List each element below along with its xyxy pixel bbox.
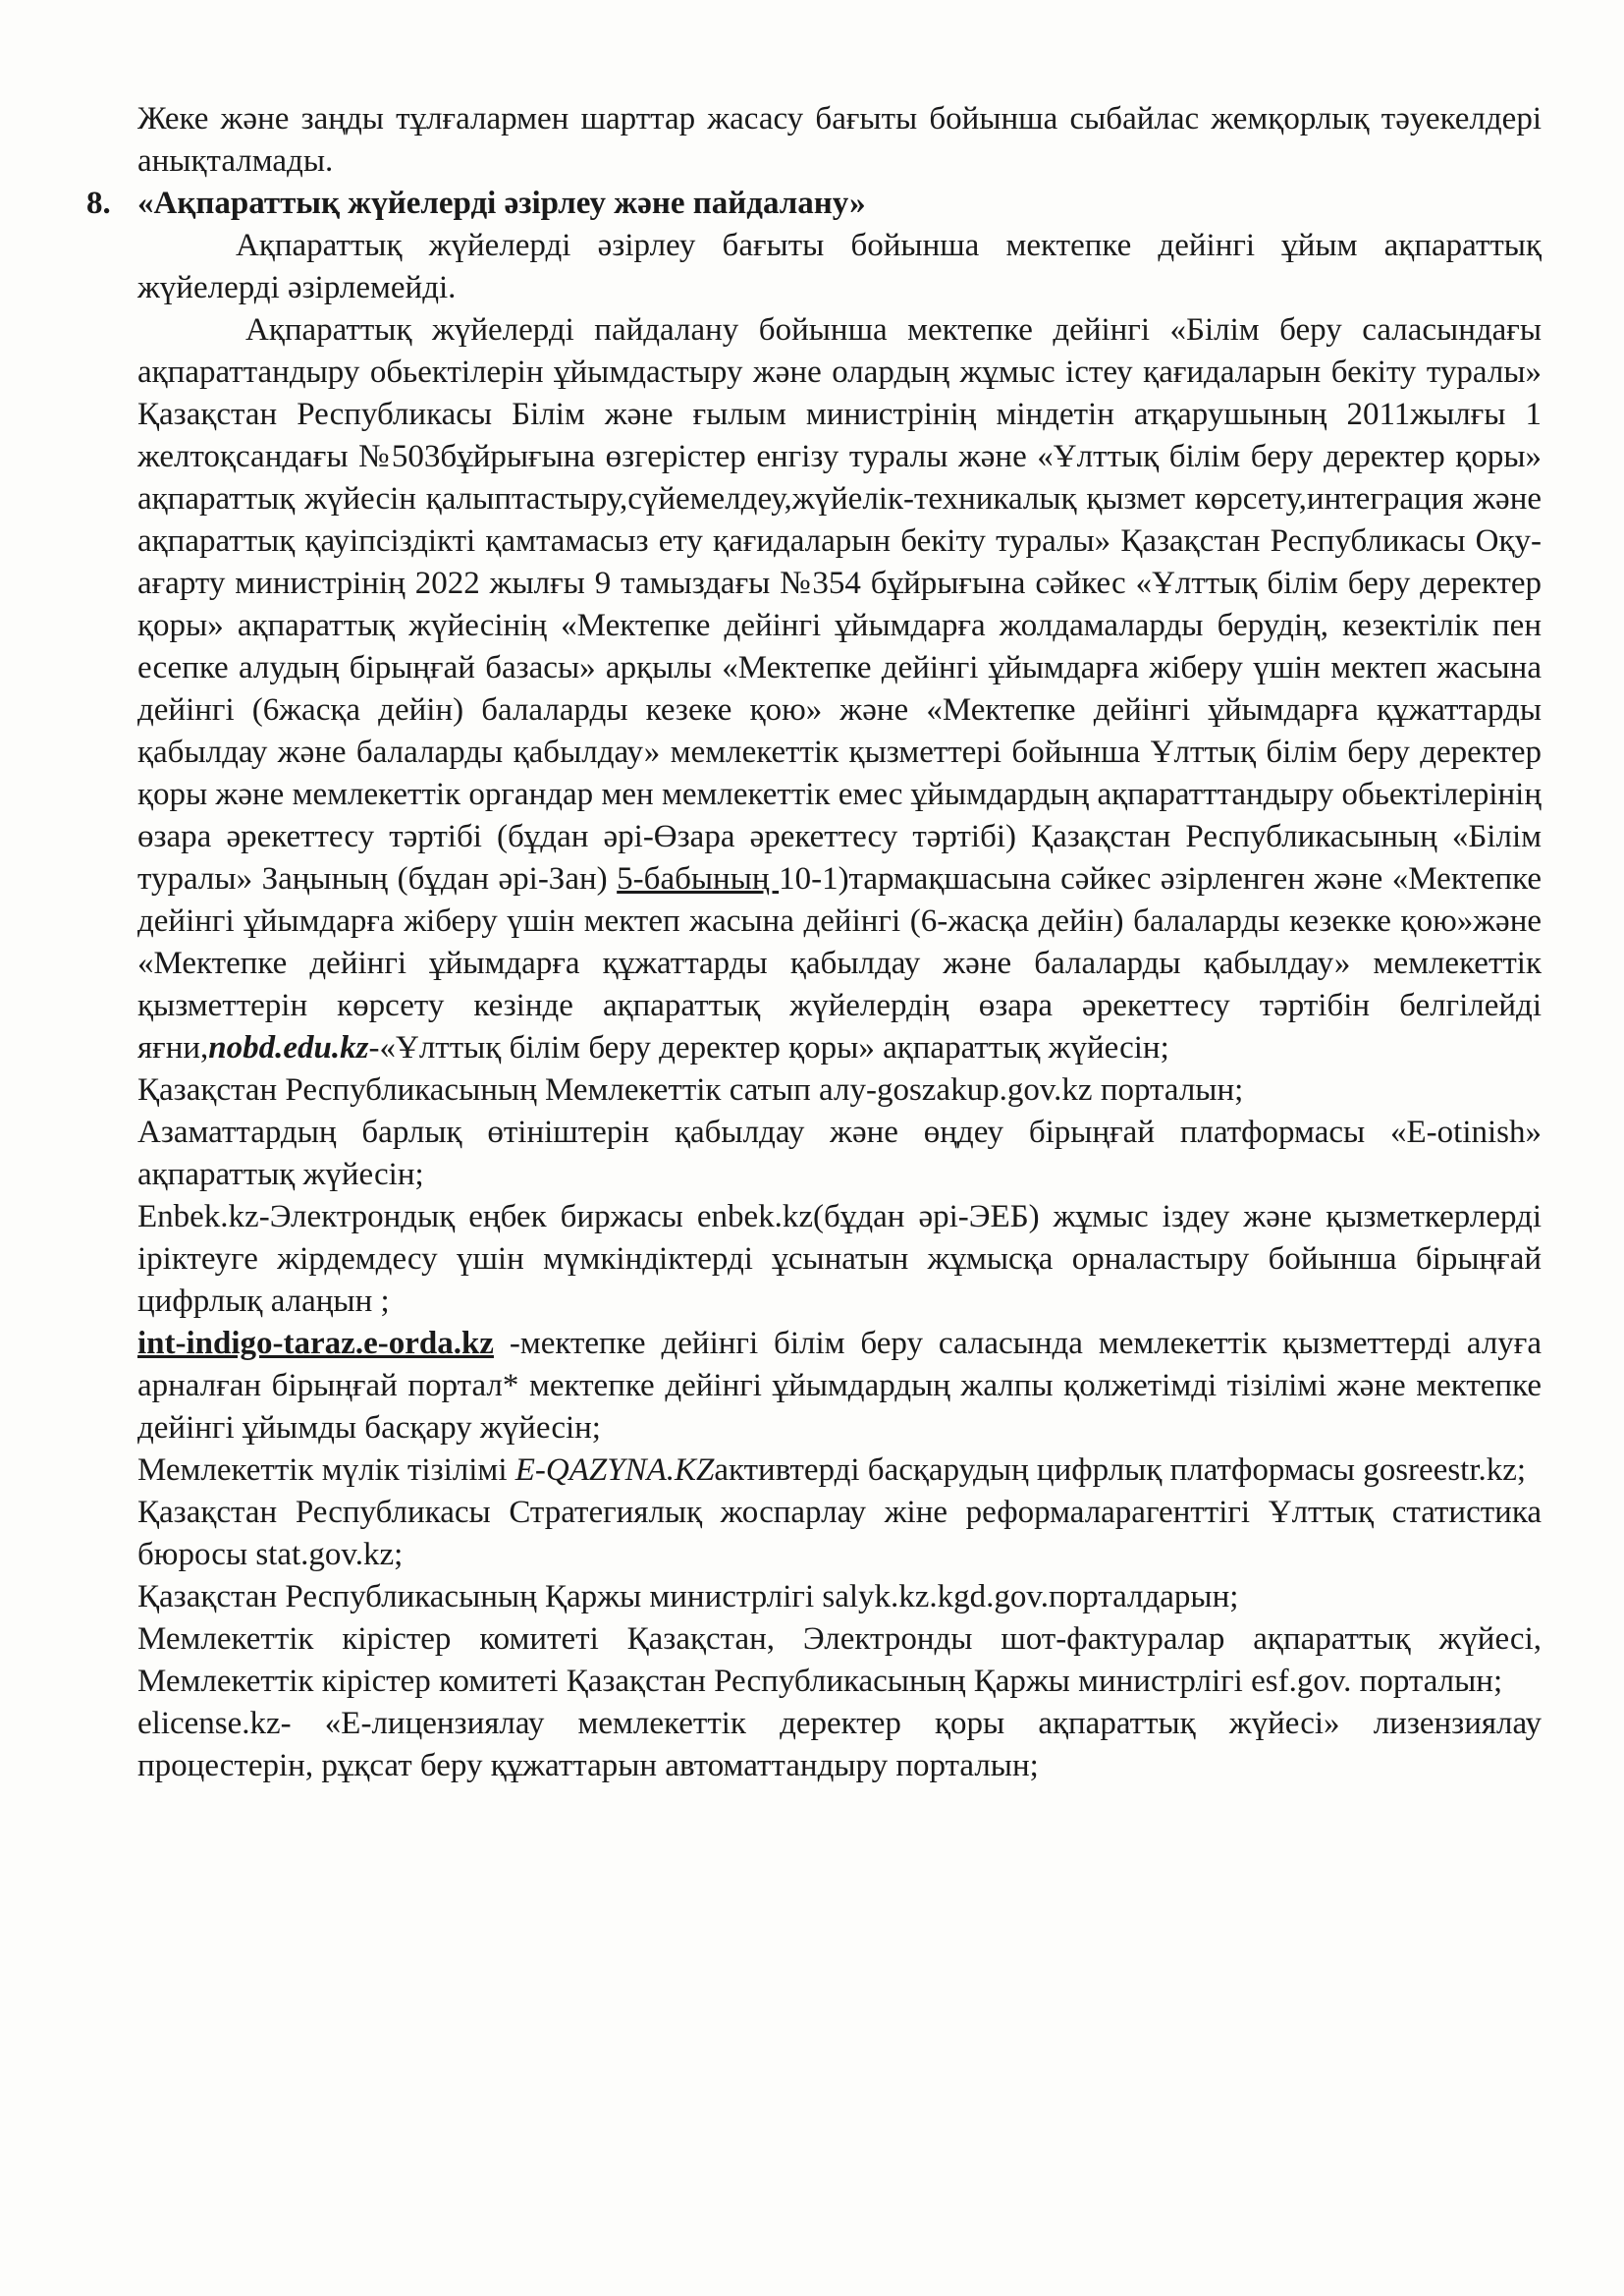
- intro-paragraph: Жеке және заңды тұлғалармен шарттар жасасу бағыты бойынша сыбайлас жемқорлық тәуекелдері анықталмады.: [137, 101, 1542, 179]
- list-item-stat: Қазақстан Республикасы Стратегиялық жоспарлау жіне реформаларагенттігі Ұлттық статистика бюросы stat.gov.kz;: [137, 1495, 1542, 1572]
- section-heading: [86, 183, 1542, 225]
- list-item-salyk: Қазақстан Республикасының Қаржы министрлігі salyk.kz.kgd.gov.порталдарын;: [137, 1579, 1239, 1614]
- list-item-enbek: Enbek.kz-Электрондық еңбек биржасы enbek.kz(бұдан әрі-ЭЕБ) жұмыс іздеу және қызметкерлерді іріктеуге жірдемдесу үшін мүмкіндіктерді ұсынатын жұмысқа орналастыру бойынша бірыңғай цифрлық алаңын ;: [137, 1199, 1542, 1319]
- indigo-portal-link[interactable]: int-indigo-taraz.e-orda.kz: [137, 1326, 494, 1361]
- list-item-goszakup: Қазақстан Республикасының Мемлекеттік сатып алу-goszakup.gov.kz порталын;: [137, 1072, 1244, 1108]
- qazyna-part2: активтерді басқарудың цифрлық платформасы gosreestr.kz;: [714, 1452, 1527, 1488]
- law-article-link[interactable]: 5-бабының: [617, 861, 780, 897]
- section-title: «Ақпараттық жүйелерді әзірлеу және пайдалану»: [137, 186, 866, 221]
- paragraph-usage-part1: Ақпараттық жүйелерді пайдалану бойынша мектепке дейінгі «Білім беру саласындағы ақпараттандыру обьектілерін ұйымдастыру және олардың жұмыс істеу қағидаларын бекіту туралы» Қазақстан Республикасы Білім және ғылым министрінің міндетін атқарушының 2011жылғы 1 желтоқсандағы №503бұйрығына өзгерістер енгізу туралы және «Ұлттық білім беру деректер қоры» ақпараттық жүйесін қалыптастыру,сүйемелдеу,жүйелік-техникалық қызмет көрсету,интеграция және ақпараттық қауіпсіздікті қамтамасыз ету қағидаларын бекіту туралы» Қазақстан Республикасы Оқу-ағарту министрінің 2022 жылғы 9 тамыздағы №354 бұйрығына сәйкес «Ұлттық білім беру деректер қоры» ақпараттық жүйесінің «Мектепке дейінгі ұйымдарға жолдамаларды берудің, кезектілік пен есепке алудың бірыңғай базасы» арқылы «Мектепке дейінгі ұйымдарға жіберу үшін мектеп жасына дейінгі (6жасқа дейін) балаларды кезеке қою» және «Мектепке дейінгі ұйымдарға құжаттарды қабылдау және балаларды қабылдау» мемлекеттік қызметтері бойынша Ұлттық білім беру деректер қоры және мемлекеттік органдар мен мемлекеттік емес ұйымдардың ақпаратттандыру обьектілерінің өзара әрекеттесу тәртібі (бұдан әрі-Өзара әрекеттесу тәртібі) Қазақстан Республикасының «Білім туралы» Заңының (бұдан әрі-Зан): [137, 312, 1542, 897]
- list-item-indigo: [137, 1323, 1542, 1449]
- paragraph-usage-part3: -«Ұлттық білім беру деректер қоры» ақпараттық жүйесін;: [368, 1030, 1169, 1066]
- list-item-esf: Мемлекеттік кірістер комитеті Қазақстан, Электронды шот-фактуралар ақпараттық жүйесі, Мемлекеттік кірістер комитеті Қазақстан Республикасының Қаржы министрлігі esf.gov. порталын;: [137, 1621, 1542, 1699]
- section-number: 8.: [86, 186, 111, 221]
- list-item-elicense: elicense.kz- «Е-лицензиялау мемлекеттік деректер қоры ақпараттық жүйесі» лизензиялау процестерін, рұқсат беру құжаттарын автоматтандыру порталын;: [137, 1706, 1542, 1783]
- nobd-site-name: nobd.edu.kz: [208, 1030, 369, 1066]
- paragraph-usage-part2: 10-1)тармақшасына сәйкес әзірленген және «Мектепке дейінгі ұйымдарға жіберу үшін мектеп жасына дейінгі (6-жасқа дейін) балаларды кезекке қою»және «Мектепке дейінгі ұйымдарға құжаттарды қабылдау және балаларды қабылдау» мемлекеттік қызметтерін көрсету кезінде ақпараттық жүйелердің өзара әрекеттесу тәртібін белгілейді яғни,: [137, 861, 1543, 1066]
- document-body: [86, 98, 1543, 1787]
- paragraph-development: Ақпараттық жүйелерді әзірлеу бағыты бойынша мектепке дейінгі ұйым ақпараттық жүйелерді әзірлемейді.: [137, 228, 1542, 305]
- list-item-eotinish: Азаматтардың барлық өтініштерін қабылдау және өңдеу бірыңғай платформасы «E-otinish» ақпараттық жүйесін;: [137, 1115, 1542, 1192]
- qazyna-brand: E-QAZYNA.KZ: [514, 1452, 715, 1488]
- qazyna-part1: Мемлекеттік мүлік тізілімі: [137, 1452, 515, 1488]
- paragraph-usage: [137, 309, 1542, 1069]
- list-item-qazyna: [137, 1449, 1542, 1492]
- indigo-description: -мектепке дейінгі білім беру саласында мемлекеттік қызметтерді алуға арналған бірыңғай портал* мектепке дейінгі ұйымдардың жалпы қолжетімді тізілімі және мектепке дейінгі ұйымды басқару жүйесін;: [137, 1326, 1542, 1446]
